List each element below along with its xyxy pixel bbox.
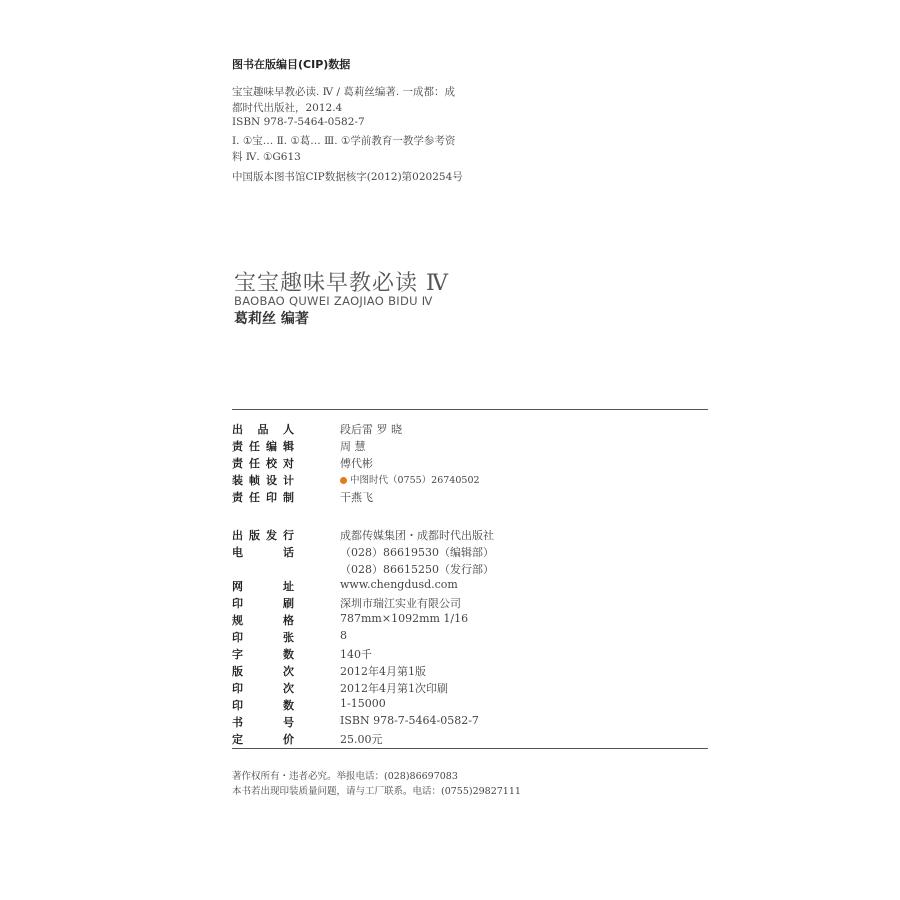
book-pinyin: BAOBAO QUWEI ZAOJIAO BIDU Ⅳ xyxy=(234,294,433,308)
pub-label: 印 刷 xyxy=(232,597,294,610)
credit-label: 装 帧 设 计 xyxy=(232,474,294,487)
pub-label: 定 价 xyxy=(232,733,294,746)
pub-value: 140千 xyxy=(340,648,372,661)
book-author: 葛莉丝 编著 xyxy=(234,311,309,327)
pub-label: 印 次 xyxy=(232,682,294,695)
top-divider xyxy=(232,409,708,410)
cip-line-5: 料 Ⅳ. ①G613 xyxy=(232,151,301,163)
pub-label: 电 话 xyxy=(232,546,294,559)
credit-value: 周 慧 xyxy=(340,440,366,453)
pub-value: 25.00元 xyxy=(340,733,383,746)
credit-value: 干燕飞 xyxy=(340,491,373,504)
pub-label: 书 号 xyxy=(232,716,294,729)
cip-line-1: 宝宝趣味早教必读. Ⅳ / 葛莉丝编著. 一成都：成 xyxy=(232,86,456,98)
pub-label: 印 数 xyxy=(232,699,294,712)
pub-value: 成都传媒集团・成都时代出版社 xyxy=(340,529,494,542)
book-title: 宝宝趣味早教必读 Ⅳ xyxy=(234,271,449,296)
quality-notice: 本书若出现印装质量问题，请与工厂联系。电话：(0755)29827111 xyxy=(232,786,521,797)
pub-value: 2012年4月第1次印刷 xyxy=(340,682,448,695)
pub-value: ISBN 978-7-5464-0582-7 xyxy=(340,714,479,727)
credit-label: 责 任 编 辑 xyxy=(232,440,294,453)
credit-label: 出 品 人 xyxy=(232,423,294,436)
pub-label: 出 版 发 行 xyxy=(232,529,294,542)
copyright-notice: 著作权所有・违者必究。举报电话：(028)86697083 xyxy=(232,771,458,782)
pub-value: 787mm×1092mm 1/16 xyxy=(340,612,469,625)
cip-line-2: 都时代出版社，2012.4 xyxy=(232,102,343,114)
pub-value: 深圳市瑞江实业有限公司 xyxy=(340,597,461,610)
cip-line-4: Ⅰ. ①宝… Ⅱ. ①葛… Ⅲ. ①学前教育一教学参考资 xyxy=(232,135,456,147)
pub-label: 字 数 xyxy=(232,648,294,661)
pub-label: 网 址 xyxy=(232,580,294,593)
credit-label: 责 任 校 对 xyxy=(232,457,294,470)
credit-label: 责 任 印 制 xyxy=(232,491,294,504)
bottom-divider xyxy=(232,748,708,749)
pub-value: （028）86619530（编辑部） xyxy=(340,546,494,559)
credit-value: 段后雷 罗 晓 xyxy=(340,423,402,436)
pub-value: 8 xyxy=(340,629,347,642)
pub-value: www.chengdusd.com xyxy=(340,578,458,591)
pub-value: 2012年4月第1版 xyxy=(340,665,426,678)
pub-label: 规 格 xyxy=(232,614,294,627)
pub-value: （028）86615250（发行部） xyxy=(340,563,494,576)
credit-value: 傅代彬 xyxy=(340,457,373,470)
designer-logo-icon xyxy=(340,477,347,484)
cip-title: 图书在版编目(CIP)数据 xyxy=(232,58,351,71)
cip-record-number: 中国版本图书馆CIP数据核字(2012)第020254号 xyxy=(232,171,463,183)
pub-label: 印 张 xyxy=(232,631,294,644)
credit-value: 中图时代（0755）26740502 xyxy=(340,472,480,486)
pub-value: 1-15000 xyxy=(340,697,386,710)
pub-label: 版 次 xyxy=(232,665,294,678)
cip-isbn: ISBN 978-7-5464-0582-7 xyxy=(232,116,365,128)
